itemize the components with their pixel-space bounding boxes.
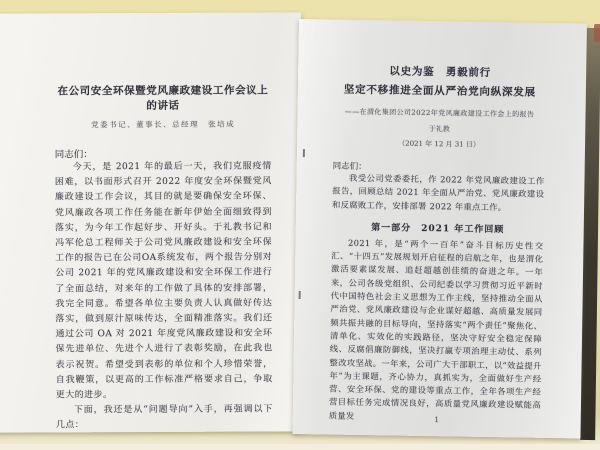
right-document-date: （2021 年 12 月 31 日） [398,139,480,149]
left-document-paragraph: 下面，我还是从“问题导向”入手，再强调以下几点： [55,404,273,431]
photo-bottom-edge [0,444,600,450]
left-document [0,12,303,432]
right-document-author: 于礼教 [428,125,450,134]
right-document [292,19,586,438]
left-document-title: 在公司安全环保暨党风廉政建设工作会议上的讲话 [57,84,269,113]
left-document-paragraph: 今天，是 2021 年的最后一天，我们克服疫情困难，以书面形式召开 2022 年度安全环保暨党风廉政建设工作会议，其目的就是要确保安全环保、党风廉政各项工作任务能在新年伊始全面细致得到落实，为今年工作起好步、开好头。于礼教书记和冯军伦总工程师关于公司党风廉政建设和安全环保工作的报告已在公司OA系统发布，两个报告分别对公司 2021 年的党风廉政建设和安全环保工作进行了全面总结，对来年的工作做了具体的安排部署，我完全同意。希望各单位主要负责人认真做好传达落实，做到原汁原味传达，全面精准落实。我们还通过公司 OA 对 2021 年度党风廉政建设和安全环保先进单位、先进个人进行了表彰奖励，在此我也表示祝贺。希望受到表彰的单位和个人珍惜荣誉，自我鞭策，以更高的工作标准严格要求自己，争取更大的进步。 [54,161,273,401]
staple-icon [299,291,301,299]
staple-icon [303,149,305,157]
red-object-edge-right [594,24,600,42]
right-document-title-line1: 以史为鉴 勇毅前行 [389,65,492,80]
right-document-intro-paragraph: 我受公司党委委托，作 2022 年党风廉政建设工作报告，回顾总结 2021 年全面从严治党、党风廉政建设和反腐败工作，安排部署 2022 年重点工作。 [332,172,545,212]
right-document-title-line2: 坚定不移推进全面从严治党向纵深发展 [343,83,537,99]
right-document-subtitle: ——在渭化集团公司2022年党风廉政建设工作会上的报告 [344,107,535,119]
page-number: 1 [434,415,440,425]
right-document-title [334,62,547,103]
left-document-salutation: 同志们： [54,149,93,161]
left-document-content [54,12,273,432]
right-document-section-heading: 第一部分 2021 年工作回顾 [371,223,505,236]
left-document-byline: 党委书记、董事长、总经理 张培成 [91,119,236,130]
right-document-content [328,20,546,438]
right-document-salutation: 同志们： [332,161,367,173]
right-document-section-paragraph: 2021 年，是“两个一百年”奋斗目标历史性交汇、“十四五”发展规划开启征程的启航之年，也是渭化激活要素谋发展、追赶超越创佳绩的奋进之年。一年来，公司各级党组织、公司纪委以学习贯彻习近平新时代中国特色社会主义思想为工作主线，坚持推动全面从严治党、党风廉政建设与企业谋好超越、高质量发展同频共振共融的目标导向，坚持落实“两个责任”聚焦化、清单化、实效化的实践路径，坚决守好安全稳定保障线、反腐倡廉防御线，坚决打赢专项治理主动仗、系列整改攻坚战。一年来，公司广大干部职工，以“效益提升年”为主课题，齐心协力，真抓实为，全面做好生产经营、安全环保、党的建设等重点工作，全年各项生产经营目标任务完成情况良好，高质量党风廉政建设赋能高质量发 [328,237,544,421]
